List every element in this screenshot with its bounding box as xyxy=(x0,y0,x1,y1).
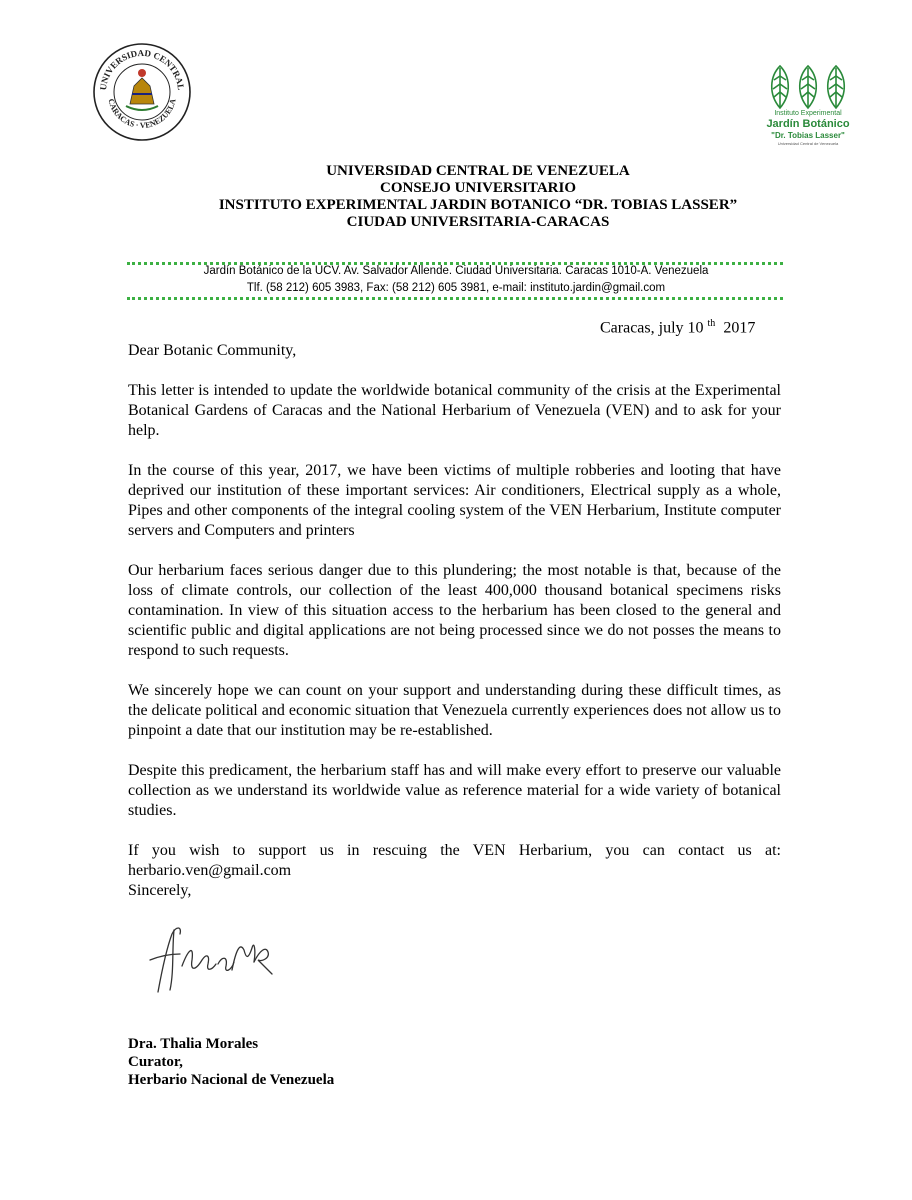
date-prefix: Caracas, july 10 xyxy=(600,319,704,337)
valediction: Sincerely, xyxy=(128,882,192,899)
paragraph-support: We sincerely hope we can count on your support and understanding during these difficult times, as the delicate political and economic situation that Venezuela currently experiences does not allow us to pinpoint a date that our institution may be re-established. xyxy=(128,682,781,739)
letterhead-line-3: INSTITUTO EXPERIMENTAL JARDIN BOTANICO “DR. TOBIAS LASSER” xyxy=(218,197,738,213)
address-line: Jardín Botánico de la UCV. Av. Salvador Allende. Ciudad Universitaria. Caracas 1010-A. Venezuela xyxy=(203,265,709,277)
contact-line: Tlf. (58 212) 605 3983, Fax: (58 212) 605 3981, e-mail: instituto.jardin@gmail.com xyxy=(246,282,666,294)
logo-line-2: Jardín Botánico xyxy=(766,118,850,130)
svg-text:UNIVERSIDAD CENTRAL: UNIVERSIDAD CENTRAL xyxy=(97,47,187,91)
signatory-name: Dra. Thalia Morales xyxy=(128,1036,259,1052)
paragraph-intro: This letter is intended to update the worldwide botanical community of the crisis at the Experimental Botanical Gardens of Caracas and the National Herbarium of Venezuela (VEN) and to ask for your help. xyxy=(128,382,781,439)
date-year: 2017 xyxy=(723,319,756,337)
date-ordinal: th xyxy=(707,318,716,329)
signatory-block xyxy=(128,1035,334,1089)
paragraph-contact: If you wish to support us in rescuing the VEN Herbarium, you can contact us at: herbario.ven@gmail.com xyxy=(128,842,781,879)
letterhead-line-2: CONSEJO UNIVERSITARIO xyxy=(379,180,576,196)
letterhead xyxy=(0,163,912,231)
letter-body xyxy=(128,341,781,901)
signatory-institution: Herbario Nacional de Venezuela xyxy=(128,1072,335,1088)
logo-line-3: "Dr. Tobias Lasser" xyxy=(771,131,845,140)
logo-line-4: Universidad Central de Venezuela xyxy=(777,141,839,146)
signatory-title: Curator, xyxy=(128,1054,183,1070)
logo-line-1: Instituto Experimental xyxy=(774,110,842,117)
letterhead-line-4: CIUDAD UNIVERSITARIA-CARACAS xyxy=(346,214,610,230)
salutation: Dear Botanic Community, xyxy=(128,342,297,359)
bottom-dotted-divider xyxy=(127,297,783,300)
handwritten-signature xyxy=(136,920,276,1000)
svg-text:CARACAS · VENEZUELA: CARACAS · VENEZUELA xyxy=(106,97,178,131)
letterhead-line-1: UNIVERSIDAD CENTRAL DE VENEZUELA xyxy=(326,163,630,179)
letter-date xyxy=(600,318,755,337)
leaves-icon xyxy=(758,62,858,110)
ucv-seal-logo xyxy=(92,42,192,142)
jardin-botanico-logo xyxy=(758,62,858,150)
paragraph-robberies: In the course of this year, 2017, we have been victims of multiple robberies and looting that have deprived our institution of these important services: Air conditioners, Electrical supply as a whole, Pipes and other components of the integral cooling system of the VEN Herbarium, Institute computer servers and Computers and printers xyxy=(128,462,781,539)
paragraph-preserve: Despite this predicament, the herbarium staff has and will make every effort to preserve our valuable collection as we understand its worldwide value as reference material for a wide variety of botanical studies. xyxy=(128,762,781,819)
paragraph-danger: Our herbarium faces serious danger due to this plundering; the most notable is that, because of the loss of climate controls, our collection of the least 400,000 thousand botanical specimens risks contamination. In view of this situation access to the herbarium has been closed to the general and scientific public and digital applications are not being processed since we do not posses the means to respond to such requests. xyxy=(128,562,781,659)
